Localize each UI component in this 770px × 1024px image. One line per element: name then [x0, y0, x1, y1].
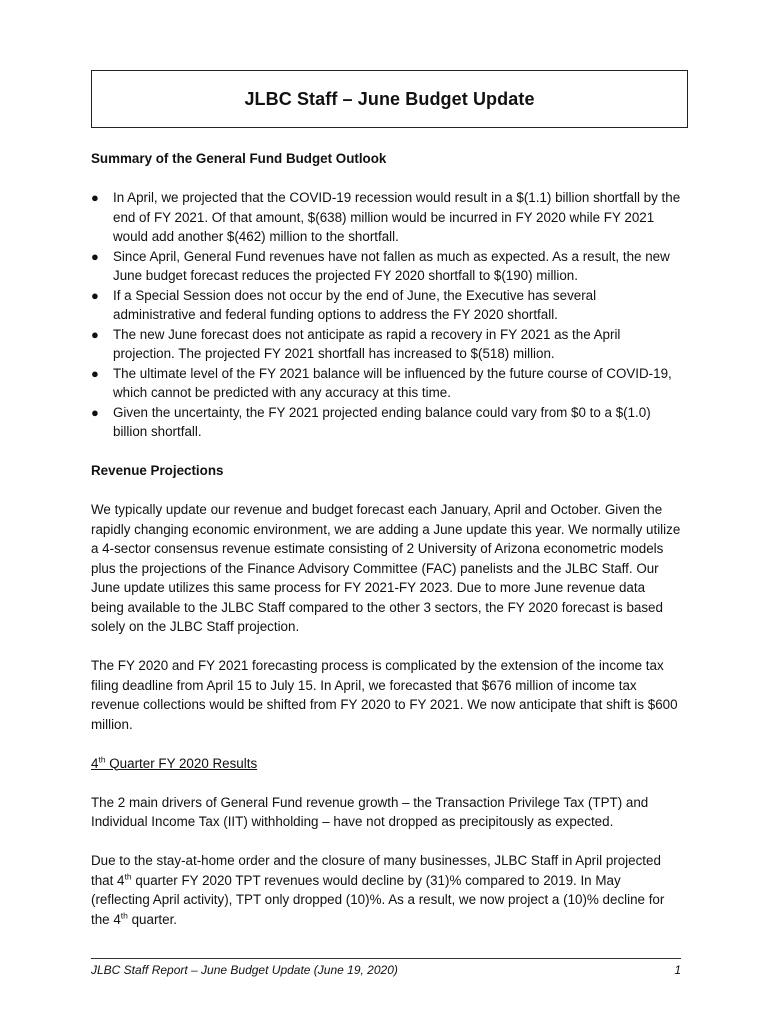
list-item: ● Since April, General Fund revenues have not fallen as much as expected. As a result, the new June budget forecast reduces the projected FY 2020 shortfall to $(190) million.: [91, 248, 670, 283]
bullet-icon: ●: [91, 326, 99, 342]
quarter-paragraph-2: Due to the stay-at-home order and the closure of many businesses, JLBC Staff in April projected that 4th quarter FY 2020 TPT revenues would decline by (31)% compared to 2019. In May (reflecting April activity), TPT only dropped (10)%. As a result, we now project a (10)% decline for the 4th quarter.: [91, 853, 665, 927]
summary-bullet-list: [91, 188, 681, 442]
revenue-paragraph-2: The FY 2020 and FY 2021 forecasting process is complicated by the extension of the income tax filing deadline from April 15 to July 15. In April, we forecasted that $676 million of income tax revenue collections would be shifted from FY 2020 to FY 2021. We now anticipate that shift is $600 million.: [91, 658, 678, 732]
page-footer: [91, 958, 681, 977]
list-item: ● If a Special Session does not occur by the end of June, the Executive has several administrative and federal funding options to address the FY 2020 shortfall.: [91, 287, 597, 322]
revenue-heading: Revenue Projections: [91, 463, 224, 478]
bullet-icon: ●: [91, 248, 99, 264]
bullet-icon: ●: [91, 287, 99, 303]
page-title: JLBC Staff – June Budget Update: [244, 88, 535, 109]
list-item: ● Given the uncertainty, the FY 2021 projected ending balance could vary from $0 to a $(1.0) billion shortfall.: [91, 404, 651, 439]
summary-heading: Summary of the General Fund Budget Outlook: [91, 151, 387, 166]
bullet-icon: ●: [91, 404, 99, 420]
bullet-icon: ●: [91, 190, 99, 205]
list-item: ● In April, we projected that the COVID-19 recession would result in a $(1.1) billion shortfall by the end of FY 2021. Of that amount, $(638) million would be incurred in FY 2020 while FY 2021 would add another $(462) million to the shortfall.: [91, 190, 681, 244]
revenue-paragraph-1: We typically update our revenue and budget forecast each January, April and October. Given the rapidly changing economic environment, we are adding a June update this year. We normally utilize a 4-sector consensus revenue estimate consisting of 2 University of Arizona econometric models plus the projections of the Finance Advisory Committee (FAC) panelists and the JLBC Staff. Our June update utilizes this same process for FY 2021-FY 2023. Due to more June revenue data being available to the JLBC Staff compared to the other 3 sectors, the FY 2020 forecast is based solely on the JLBC Staff projection.: [91, 502, 681, 634]
quarter-heading: 4th Quarter FY 2020 Results: [91, 754, 258, 771]
list-item: ● The new June forecast does not anticipate as rapid a recovery in FY 2021 as the April projection. The projected FY 2021 shortfall has increased to $(518) million.: [91, 326, 621, 361]
quarter-paragraph-1: The 2 main drivers of General Fund revenue growth – the Transaction Privilege Tax (TPT) and Individual Income Tax (IIT) withholding – have not dropped as precipitously as expected.: [91, 794, 649, 829]
page-number: 1: [674, 963, 681, 977]
bullet-icon: ●: [91, 365, 99, 381]
document-body: [91, 149, 681, 929]
title-box: [91, 70, 688, 128]
footer-report-title: JLBC Staff Report – June Budget Update (June 19, 2020): [91, 963, 398, 977]
list-item: ● The ultimate level of the FY 2021 balance will be influenced by the future course of COVID-19, which cannot be predicted with any accuracy at this time.: [91, 365, 672, 400]
